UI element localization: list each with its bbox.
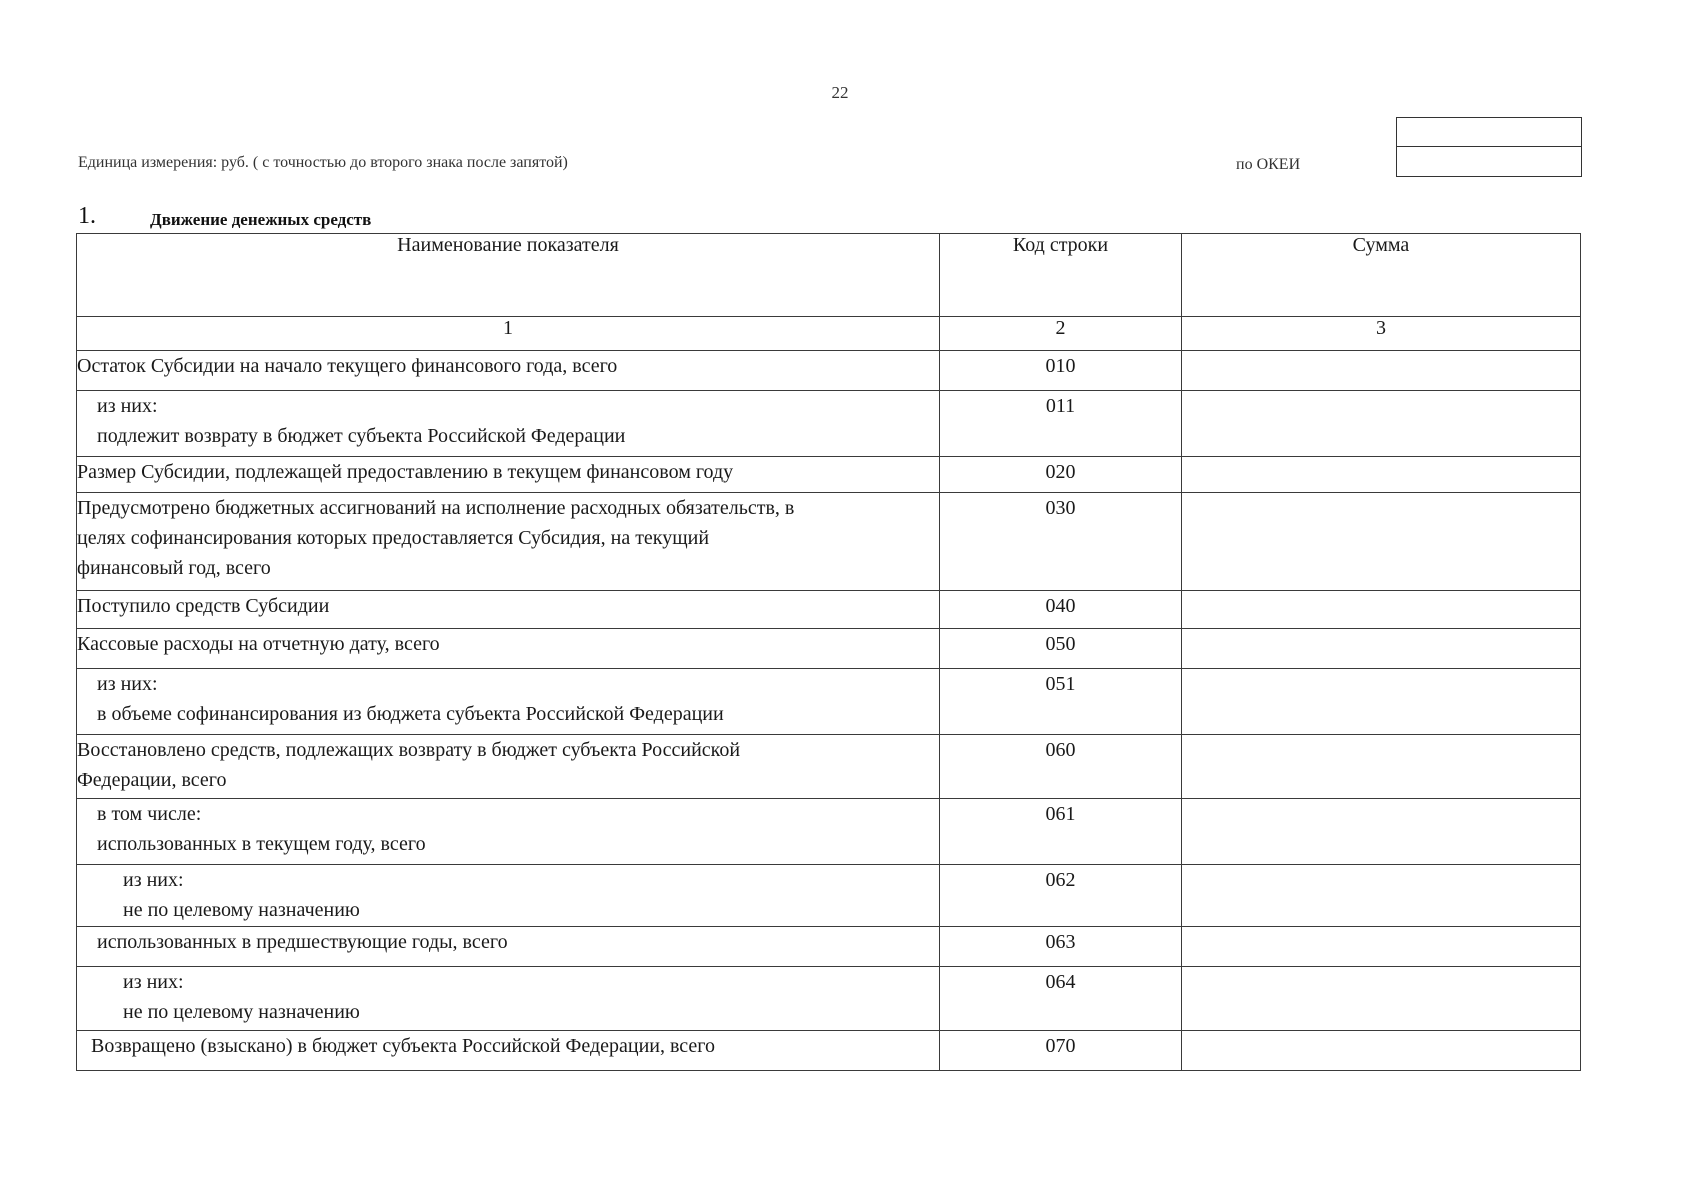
table-row [77,799,1581,865]
row-label: Возвращено (взыскано) в бюджет субъекта Российской Федерации, всего [77,1031,940,1071]
row-label: из них: не по целевому назначению [77,865,940,927]
okei-code-cell-top[interactable] [1397,118,1581,147]
row-sum-cell[interactable] [1182,669,1581,735]
row-code: 062 [940,865,1182,927]
row-sum-cell[interactable] [1182,967,1581,1031]
okei-code-box [1396,117,1582,177]
row-code: 064 [940,967,1182,1031]
okei-label: по ОКЕИ [1236,156,1301,173]
table-row [77,669,1581,735]
table-row [77,629,1581,669]
table-row [77,1031,1581,1071]
row-label: в том числе: использованных в текущем году, всего [77,799,940,865]
row-code: 060 [940,735,1182,799]
row-code: 040 [940,591,1182,629]
row-code: 061 [940,799,1182,865]
row-label: Остаток Субсидии на начало текущего финансового года, всего [77,351,940,391]
table-row [77,735,1581,799]
row-sum-cell[interactable] [1182,927,1581,967]
row-code: 070 [940,1031,1182,1071]
row-label: Размер Субсидии, подлежащей предоставлению в текущем финансовом году [77,457,940,493]
row-label: Предусмотрено бюджетных ассигнований на исполнение расходных обязательств, в целях софинансирования которых предоставляется Субсидия, на текущий финансовый год, всего [77,493,940,591]
column-number: 1 [77,317,940,351]
cash-flow-table [76,233,1581,1071]
column-number-row [77,317,1581,351]
row-label: Восстановлено средств, подлежащих возврату в бюджет субъекта Российской Федерации, всего [77,735,940,799]
table-header-row [77,234,1581,317]
row-sum-cell[interactable] [1182,457,1581,493]
table-row [77,351,1581,391]
row-code: 063 [940,927,1182,967]
row-label: Поступило средств Субсидии [77,591,940,629]
row-label: Кассовые расходы на отчетную дату, всего [77,629,940,669]
row-code: 020 [940,457,1182,493]
table-row [77,391,1581,457]
row-sum-cell[interactable] [1182,865,1581,927]
table-row [77,927,1581,967]
header-row-code: Код строки [940,234,1182,317]
row-label: из них: не по целевому назначению [77,967,940,1031]
table-row [77,591,1581,629]
okei-code-cell-bottom[interactable] [1397,147,1581,176]
row-label: из них: подлежит возврату в бюджет субъекта Российской Федерации [77,391,940,457]
row-label: использованных в предшествующие годы, всего [77,927,940,967]
header-sum: Сумма [1182,234,1581,317]
row-sum-cell[interactable] [1182,735,1581,799]
section-title: Движение денежных средств [150,210,372,229]
row-sum-cell[interactable] [1182,799,1581,865]
row-sum-cell[interactable] [1182,1031,1581,1071]
table-row [77,493,1581,591]
column-number: 3 [1182,317,1581,351]
row-label: из них: в объеме софинансирования из бюджета субъекта Российской Федерации [77,669,940,735]
unit-of-measure-text: Единица измерения: руб. ( с точностью до второго знака после запятой) [78,154,568,171]
row-sum-cell[interactable] [1182,351,1581,391]
row-sum-cell[interactable] [1182,391,1581,457]
row-sum-cell[interactable] [1182,629,1581,669]
row-code: 030 [940,493,1182,591]
row-code: 010 [940,351,1182,391]
table-row [77,967,1581,1031]
section-number: 1. [78,203,96,229]
row-sum-cell[interactable] [1182,591,1581,629]
header-indicator-name: Наименование показателя [77,234,940,317]
page-number: 22 [831,83,849,102]
row-code: 051 [940,669,1182,735]
row-code: 050 [940,629,1182,669]
table-row [77,865,1581,927]
column-number: 2 [940,317,1182,351]
row-code: 011 [940,391,1182,457]
table-row [77,457,1581,493]
row-sum-cell[interactable] [1182,493,1581,591]
